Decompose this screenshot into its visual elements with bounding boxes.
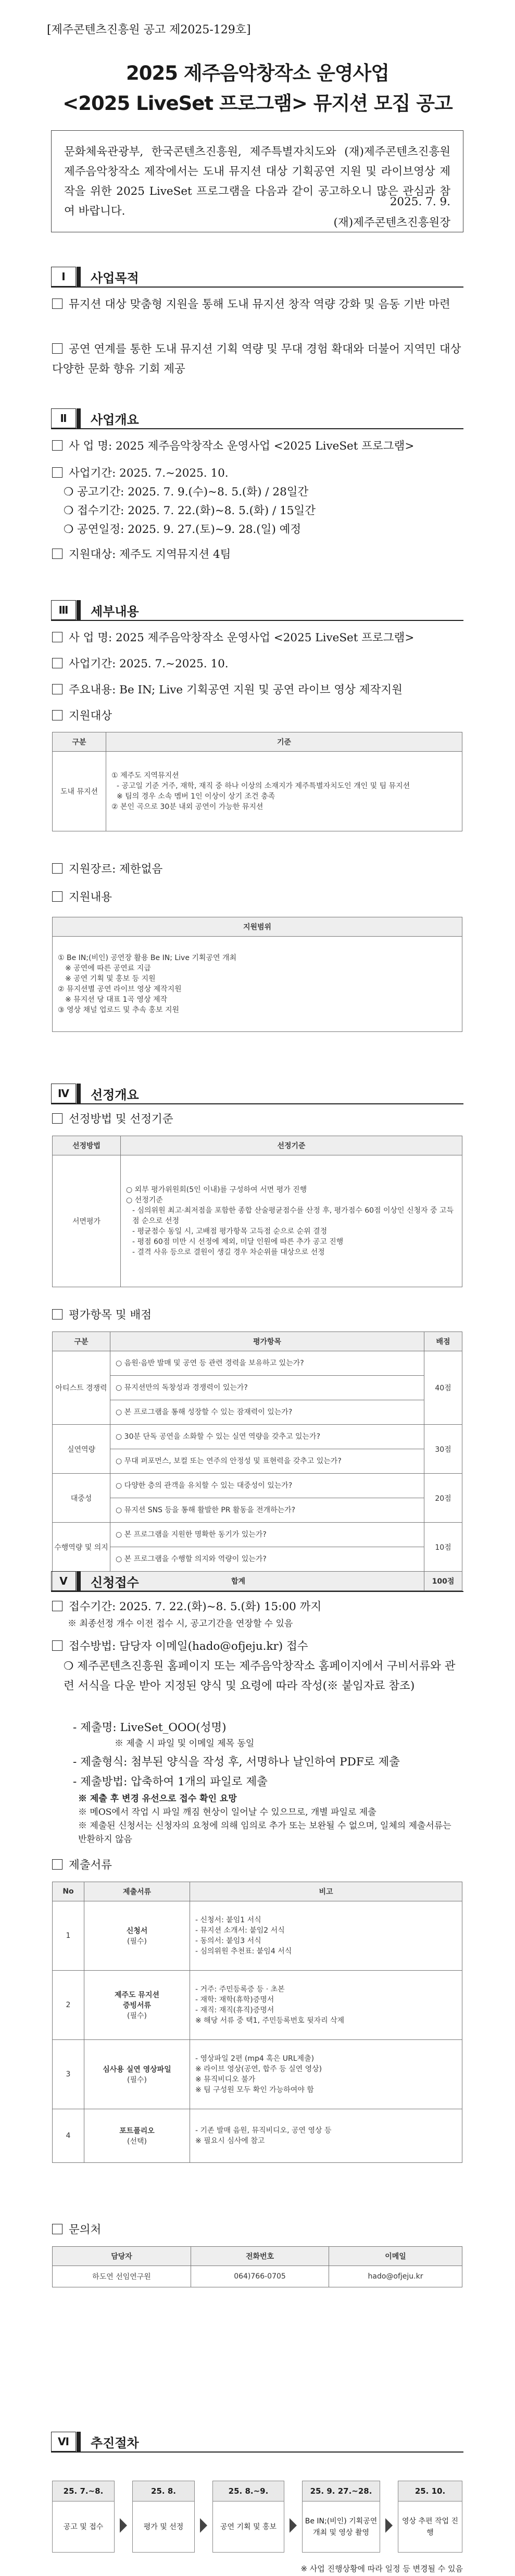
section-divider [51, 428, 463, 429]
table-header-cell: 선정기준 [121, 1136, 462, 1155]
arrow-right-icon [200, 2518, 207, 2533]
overview-name-text: 사 업 명: 2025 제주음악창작소 운영사업 <2025 LiveSet 프로그램> [69, 440, 414, 453]
purpose-item-1 [52, 295, 463, 315]
section-heading-selection [51, 1084, 139, 1103]
detail-target-label [52, 706, 463, 726]
arrow-right-icon [385, 2518, 393, 2533]
table-cell [53, 937, 462, 1032]
doc-note: - 심의위원 추천표: 붙임4 서식 [195, 1947, 292, 1956]
checkbox-bullet [52, 440, 62, 451]
contact-phone: 064)766-0705 [191, 2266, 329, 2287]
apply-warning-1: ※ 제출 후 변경 유선으로 접수 확인 요망 [78, 1794, 237, 1804]
section-number: Ⅱ [51, 408, 76, 428]
overview-name [52, 437, 463, 456]
detail-scope-label-text: 지원내용 [69, 891, 112, 904]
doc-note: - 뮤지션 소개서: 붙임2 서식 [195, 1926, 285, 1935]
method-line-1: ○ 외부 평가위원회(5인 이내)를 구성하여 서면 평가 진행 [126, 1186, 307, 1194]
section-heading-detail [51, 600, 139, 620]
section-heading-purpose [51, 267, 139, 287]
evaluation-label [52, 1305, 463, 1325]
table-cell: ○ 30분 단독 공연을 소화할 수 있는 실연 역량을 갖추고 있는가? [110, 1425, 424, 1449]
table-row-label: 수행역량 및 의지 [53, 1523, 110, 1572]
doc-title: 증빙서류 [122, 2001, 152, 2010]
docs-label-text: 제출서류 [69, 1859, 112, 1872]
checkbox-bullet [52, 863, 62, 874]
doc-note: ※ 필요시 심사에 참고 [195, 2137, 265, 2145]
doc-title: 심사용 실연 영상파일 [103, 2065, 171, 2074]
target-criteria-4: ② 본인 곡으로 30분 내외 공연이 가능한 뮤지션 [111, 803, 263, 811]
overview-period-text: 사업기간: 2025. 7.~2025. 10. [69, 467, 229, 480]
checkbox-bullet [52, 467, 62, 478]
doc-note: - 동의서: 붙임3 서식 [195, 1937, 261, 1945]
doc-note: ※ 해당 서류 중 택1, 주민등록번호 뒷자리 삭제 [195, 2017, 345, 2025]
detail-content [52, 680, 463, 700]
table-header-cell: 전화번호 [191, 2247, 329, 2266]
table-row-label: 서면평가 [53, 1155, 121, 1287]
table-row [53, 1351, 462, 1376]
evaluation-label-text: 평가항목 및 배점 [69, 1309, 152, 1322]
target-table [52, 732, 462, 831]
docs-label [52, 1856, 463, 1875]
doc-note: - 기존 발매 음원, 뮤직비디오, 공연 영상 등 [195, 2126, 332, 2135]
scope-line-6: ③ 영상 채널 업로드 및 추속 홍보 지원 [58, 1006, 180, 1014]
doc-note: ※ 뮤직비디오 불가 [195, 2075, 256, 2084]
table-header-cell: 지원범위 [53, 917, 462, 937]
table-row [53, 1971, 462, 2040]
documents-table [52, 1882, 462, 2163]
table-cell: ○ 본 프로그램을 지원한 명확한 동기가 있는가? [110, 1523, 424, 1547]
table-header-row [53, 2247, 462, 2266]
process-step-label: 공연 기획 및 홍보 [212, 2502, 284, 2553]
table-header-row [53, 1136, 462, 1155]
section-number: Ⅵ [51, 2432, 76, 2451]
intro-text: 문화체육관광부, 한국콘텐츠진흥원, 제주특별자치도와 (재)제주콘텐츠진흥원 제주음악창작소 제작에서는 도내 뮤지션 대상 기획공연 지원 및 라이브영상 제작을 위한 2025 LiveSet 프로그램을 다음과 같이 공고하오니 많은 관심과 참여 바랍니다. [64, 145, 450, 218]
apply-period [52, 1597, 463, 1617]
doc-note: - 재직: 재직(휴직)증명서 [195, 2006, 274, 2014]
checkbox-bullet [52, 684, 62, 694]
section-divider [51, 1591, 463, 1592]
table-row [53, 2266, 462, 2287]
scope-line-4: ② 뮤지션별 공연 라이브 영상 제작지원 [58, 985, 182, 993]
table-row [53, 1155, 462, 1287]
table-cell: ○ 본 프로그램을 통해 성장할 수 있는 잠재력이 있는가? [110, 1400, 424, 1425]
checkbox-bullet [52, 1640, 62, 1651]
checkbox-bullet [52, 2224, 62, 2234]
table-row [53, 1400, 462, 1425]
table-row [53, 2109, 462, 2163]
doc-required: (필수) [127, 1937, 147, 1946]
process-step-date: 25. 8.~9. [212, 2481, 284, 2502]
table-header-row [53, 917, 462, 937]
contact-name: 하도연 선임연구원 [53, 2266, 191, 2287]
table-score-cell: 10점 [424, 1523, 462, 1572]
doc-required: (선택) [127, 2137, 147, 2146]
overview-target [52, 545, 463, 565]
page-title-line2: <2025 LiveSet 프로그램> 뮤지션 모집 공고 [62, 92, 453, 115]
table-header-cell: No [53, 1882, 84, 1901]
checkbox-bullet [52, 891, 62, 902]
checkbox-bullet [52, 549, 62, 559]
section-title: 선정개요 [91, 1087, 139, 1102]
apply-period-text: 접수기간: 2025. 7. 22.(화)~8. 5.(화) 15:00 까지 [69, 1600, 322, 1613]
selection-method-label-text: 선정방법 및 선정기준 [69, 1113, 173, 1126]
table-row-label: 실연역량 [53, 1425, 110, 1474]
doc-title: 신청서 [126, 1927, 148, 1935]
table-cell [106, 752, 462, 831]
table-cell: ○ 본 프로그램을 수행할 의지와 역량이 있는가? [110, 1547, 424, 1572]
overview-notice-period: ❍ 공고기간: 2025. 7. 9.(수)~8. 5.(화) / 28일간 [64, 486, 309, 499]
table-cell: 4 [53, 2109, 84, 2163]
section-heading-apply [51, 1571, 139, 1591]
process-step-date: 25. 8. [132, 2481, 195, 2502]
contact-label [52, 2220, 463, 2240]
detail-target-label-text: 지원대상 [69, 710, 112, 723]
method-line-5: - 평점 60점 미만 시 선정에 제외, 미달 인원에 따른 추가 공고 진행 [132, 1238, 344, 1246]
table-header-row [53, 1332, 462, 1351]
scope-table [52, 917, 462, 1032]
table-total-label: 합계 [53, 1572, 424, 1591]
doc-note: - 영상파일 2편 (mp4 혹은 URL제출) [195, 2055, 315, 2063]
process-step-label: Be IN;(비인) 기획공연 개최 및 영상 촬영 [302, 2502, 380, 2553]
selection-method-label [52, 1110, 463, 1129]
table-header-cell: 배점 [424, 1332, 462, 1351]
checkbox-bullet [52, 298, 62, 309]
table-row-label: 아티스트 경쟁력 [53, 1351, 110, 1425]
detail-period-text: 사업기간: 2025. 7.~2025. 10. [69, 657, 229, 670]
overview-receipt-period: ❍ 접수기간: 2025. 7. 22.(화)~8. 5.(화) / 15일간 [64, 504, 316, 517]
arrow-right-icon [290, 2518, 297, 2533]
section-title: 세부내용 [91, 604, 139, 619]
purpose-item-2 [52, 340, 463, 379]
section-number: Ⅰ [51, 267, 76, 287]
evaluation-table [52, 1331, 462, 1591]
purpose-text-1: 뮤지션 대상 맞춤형 지원을 통해 도내 뮤지션 창작 역량 강화 및 음동 기반 마련 [69, 298, 450, 311]
table-score-cell: 20점 [424, 1474, 462, 1523]
section-divider [51, 287, 463, 288]
scope-line-5: ※ 뮤지션 당 대표 1곡 영상 제작 [65, 995, 168, 1004]
process-step-label: 평가 및 선정 [132, 2502, 195, 2553]
process-flow [52, 2481, 462, 2559]
process-step-date: 25. 7.~8. [52, 2481, 115, 2502]
table-cell: 1 [53, 1901, 84, 1971]
overview-period [52, 464, 463, 483]
doc-note: - 재학: 재학(휴학)증명서 [195, 1996, 274, 2004]
table-header-row [53, 1882, 462, 1901]
table-header-cell: 구분 [53, 732, 106, 752]
table-cell: ○ 뮤지션 SNS 등을 통해 활발한 PR 활동을 전개하는가? [110, 1498, 424, 1523]
apply-file-rule: - 제출방법: 압축하여 1개의 파일로 제출 [73, 1775, 268, 1788]
apply-method [52, 1637, 463, 1657]
section-heading-process [51, 2432, 139, 2451]
table-cell: ○ 다양한 층의 관객을 유치할 수 있는 대중성이 있는가? [110, 1474, 424, 1498]
apply-method-text: 접수방법: 담당자 이메일(hado@ofjeju.kr) 접수 [69, 1640, 308, 1653]
detail-name-text: 사 업 명: 2025 제주음악창작소 운영사업 <2025 LiveSet 프로그램> [69, 631, 414, 644]
method-line-2: ○ 선정기준 [126, 1196, 163, 1204]
table-header-row [53, 732, 462, 752]
table-cell: 3 [53, 2040, 84, 2109]
intro-box [51, 130, 463, 232]
purpose-text-2: 공연 연계를 통한 도내 뮤지션 기획 역량 및 무대 경험 확대와 더불어 지역민 대상 다양한 문화 향유 기회 제공 [52, 343, 461, 376]
apply-period-note: ※ 최종선정 개수 이전 접수 시, 공고기간을 연장할 수 있음 [68, 1619, 293, 1629]
method-line-4: - 평균점수 동일 시, 고배점 평가항목 고득점 순으로 순위 결정 [132, 1227, 328, 1236]
section-heading-overview [51, 408, 139, 428]
doc-note: ※ 팀 구성원 모두 확인 가능하여야 함 [195, 2086, 314, 2094]
section-title: 추진절차 [91, 2435, 139, 2450]
checkbox-bullet [52, 343, 62, 354]
section-number: Ⅳ [51, 1084, 76, 1103]
intro-date: 2025. 7. 9. [390, 195, 450, 208]
table-cell: ○ 음원·음반 발매 및 공연 등 관련 경력을 보유하고 있는가? [110, 1351, 424, 1376]
detail-genre-text: 지원장르: 제한없음 [69, 863, 163, 876]
table-header-cell: 이메일 [329, 2247, 462, 2266]
table-row [53, 752, 462, 831]
table-row [53, 1901, 462, 1971]
checkbox-bullet [52, 1859, 62, 1870]
table-row [53, 1474, 462, 1498]
table-cell [190, 2109, 462, 2163]
table-header-cell: 선정방법 [53, 1136, 121, 1155]
arrow-right-icon [120, 2518, 127, 2533]
section-divider [51, 620, 463, 621]
checkbox-bullet [52, 658, 62, 668]
table-row [53, 937, 462, 1032]
table-header-cell: 담당자 [53, 2247, 191, 2266]
table-header-cell: 기준 [106, 732, 462, 752]
section-number: Ⅲ [51, 600, 76, 620]
table-row [53, 1425, 462, 1449]
checkbox-bullet [52, 632, 62, 642]
intro-org: (재)제주콘텐츠진흥원장 [333, 216, 450, 229]
doc-note: - 신청서: 붙임1 서식 [195, 1916, 261, 1924]
table-cell [190, 1901, 462, 1971]
apply-method-detail: ❍ 제주콘텐츠진흥원 홈페이지 또는 제주음악창작소 홈페이지에서 구비서류와 관련 서식을 다운 받아 지정된 양식 및 요령에 따라 작성(※ 붙임자료 참조) [64, 1660, 456, 1693]
detail-scope-label [52, 888, 463, 907]
table-cell [84, 2109, 190, 2163]
overview-target-text: 지원대상: 제주도 지역뮤지션 4팀 [69, 548, 231, 561]
detail-content-text: 주요내용: Be IN; Live 기획공연 지원 및 공연 라이브 영상 제작지원 [69, 683, 403, 696]
process-note: ※ 사업 진행상황에 따라 일정 등 변경될 수 있음 [300, 2564, 463, 2573]
table-header-cell: 평가항목 [110, 1332, 424, 1351]
detail-name [52, 628, 463, 648]
page-title-line1: 2025 제주음악창작소 운영사업 [126, 62, 389, 84]
doc-title: 포트폴리오 [119, 2127, 155, 2135]
section-title: 신청접수 [91, 1575, 139, 1590]
contact-table [52, 2246, 462, 2287]
table-row [53, 1449, 462, 1474]
apply-warning-3: ※ 제출된 신청서는 신청자의 요청에 의해 임의로 추가 또는 보완될 수 없으며, 일체의 제출서류는 반환하지 않음 [78, 1821, 451, 1845]
apply-title-note: ※ 제출 시 파일 및 이메일 제목 동일 [115, 1738, 255, 1749]
table-cell [190, 1971, 462, 2040]
process-step-date: 25. 9. 27.~28. [302, 2481, 380, 2502]
table-header-cell: 구분 [53, 1332, 110, 1351]
checkbox-bullet [52, 1113, 62, 1124]
notice-number: [제주콘텐츠진흥원 공고 제2025-129호] [47, 23, 251, 36]
method-line-6: - 결격 사유 등으로 결원이 생길 경우 차순위를 대상으로 선정 [132, 1248, 325, 1256]
table-row [53, 1498, 462, 1523]
process-step-date: 25. 10. [398, 2481, 462, 2502]
checkbox-bullet [52, 1309, 62, 1320]
table-cell [190, 2040, 462, 2109]
table-row [53, 1547, 462, 1572]
apply-title-rule: - 제출명: LiveSet_OOO(성명) [73, 1721, 227, 1734]
doc-note: ※ 라이브 영상(공연, 합주 등 실연 영상) [195, 2065, 322, 2073]
section-title: 사업개요 [91, 412, 139, 427]
target-criteria-1: ① 제주도 지역뮤지션 [111, 771, 179, 780]
doc-required: (필수) [127, 2012, 147, 2020]
process-step-label: 영상 추편 작업 진행 [398, 2502, 462, 2553]
table-row [53, 2040, 462, 2109]
selection-method-table [52, 1136, 462, 1287]
table-row-label: 도내 뮤지션 [53, 752, 106, 831]
checkbox-bullet [52, 710, 62, 720]
table-header-cell: 제출서류 [84, 1882, 190, 1901]
section-divider [51, 1103, 463, 1104]
table-row [53, 1523, 462, 1547]
table-cell [121, 1155, 462, 1287]
contact-email[interactable]: hado@ofjeju.kr [329, 2266, 462, 2287]
table-score-cell: 30점 [424, 1425, 462, 1474]
overview-show-schedule: ❍ 공연일정: 2025. 9. 27.(토)~9. 28.(일) 예정 [64, 523, 302, 536]
process-step-label: 공고 및 접수 [52, 2502, 115, 2553]
detail-period [52, 654, 463, 674]
table-total-value: 100점 [424, 1572, 462, 1591]
section-number: Ⅴ [51, 1571, 76, 1591]
table-score-cell: 40점 [424, 1351, 462, 1425]
contact-label-text: 문의처 [69, 2223, 102, 2236]
doc-required: (필수) [127, 2076, 147, 2084]
checkbox-bullet [52, 1601, 62, 1611]
section-title: 사업목적 [91, 270, 139, 285]
apply-doc-rule: - 제출형식: 첨부된 양식을 작성 후, 서명하나 날인하여 PDF로 제출 [73, 1756, 400, 1769]
doc-note: - 거주: 주민등록증 등 · 초본 [195, 1985, 285, 1994]
table-cell: 2 [53, 1971, 84, 2040]
target-criteria-3: ※ 팀의 경우 소속 멤버 1인 이상이 상기 조건 충족 [117, 792, 275, 801]
table-cell: ○ 뮤지션만의 독창성과 경쟁력이 있는가? [110, 1376, 424, 1400]
table-cell [84, 1901, 190, 1971]
table-cell [84, 2040, 190, 2109]
method-line-3: - 심의위원 최고·최저점을 포함한 종합 산술평균점수를 산정 후, 평가점수 60점 이상인 신청자 중 고득점 순으로 선정 [132, 1206, 454, 1225]
table-row-label: 대중성 [53, 1474, 110, 1523]
scope-line-1: ① Be IN;(비인) 공연장 활용 Be IN; Live 기획공연 개최 [58, 954, 236, 962]
section-divider [51, 2451, 463, 2453]
table-cell [84, 1971, 190, 2040]
table-header-cell: 비고 [190, 1882, 462, 1901]
table-cell: ○ 무대 퍼포먼스, 보컬 또는 연주의 안정성 및 표현력을 갖추고 있는가? [110, 1449, 424, 1474]
scope-line-2: ※ 공연에 따른 공연료 지급 [65, 964, 151, 973]
apply-warning-2: ※ 메OS에서 작업 시 파일 깨짐 현상이 일어날 수 있으므로, 개별 파일로 제출 [78, 1807, 376, 1818]
doc-title: 제주도 뮤지션 [114, 1991, 160, 1999]
target-criteria-2: - 공고일 기준 거주, 재학, 재직 중 하나 이상의 소재지가 제주특별자치도인 개인 및 팀 뮤지션 [117, 782, 410, 790]
detail-genre [52, 860, 463, 879]
table-row [53, 1376, 462, 1400]
scope-line-3: ※ 공연 기획 및 홍보 등 지원 [65, 975, 156, 983]
